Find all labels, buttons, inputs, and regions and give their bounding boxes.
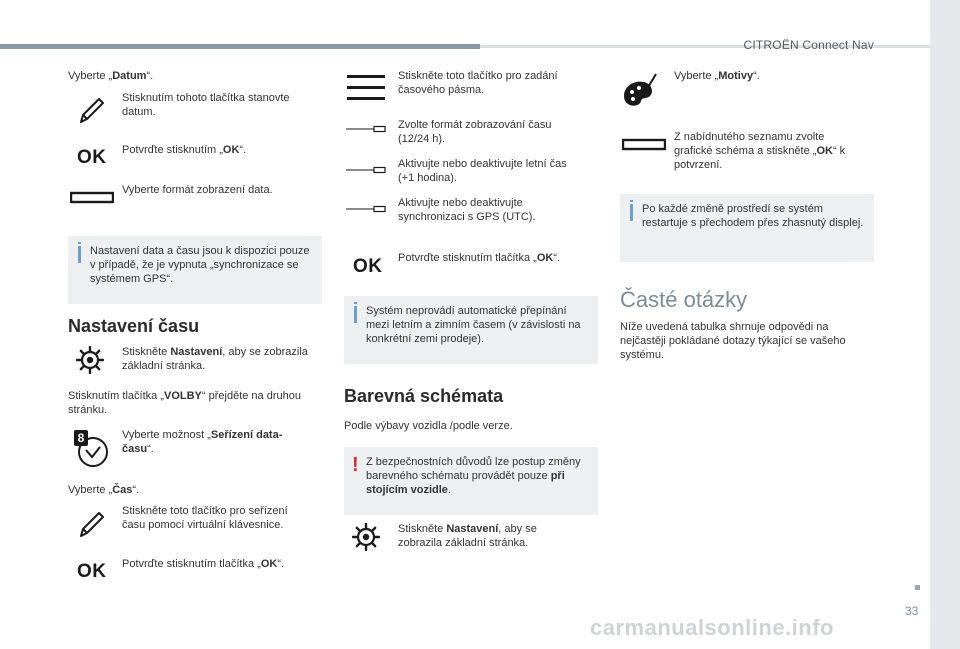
brand-title: CITROËN Connect Nav: [743, 38, 874, 52]
step-timezone: Stiskněte toto tlačítko pro zadání časového pásma.: [398, 70, 558, 96]
step-select-time: Vyberte „Čas“.: [68, 484, 140, 496]
palette-brush-icon: [620, 70, 662, 110]
step-format: Vyberte formát zobrazení data.: [122, 184, 273, 196]
step-time-pencil: Stiskněte toto tlačítko pro seřízení času pomocí virtuální klávesnice.: [122, 505, 288, 531]
step-options: Stisknutím tlačítka „VOLBY“ přejděte na druhou stránku.: [68, 390, 301, 416]
info-text-3: Po každé změně prostředí se systém restartuje s přechodem přes zhasnutý displej.: [642, 203, 864, 229]
info-icon-2: [354, 306, 357, 323]
info-icon: [78, 246, 81, 263]
heading-color-schemes: Barevná schémata: [344, 386, 504, 406]
warning-box: [344, 447, 598, 515]
step-settings: Stiskněte Nastavení, aby se zobrazila základní stránka.: [122, 346, 308, 372]
watermark: carmanualsonline.info: [590, 615, 834, 640]
heading-time-settings: Nastavení času: [68, 316, 200, 336]
by-version-text: Podle výbavy vozidla /podle verze.: [344, 420, 513, 432]
toggle-bar-icon-2: [622, 138, 666, 152]
heading-faq: Časté otázky: [620, 287, 748, 312]
step-ok-3: Potvrďte stisknutím tlačítka „OK“.: [398, 252, 561, 264]
pencil-icon-2: [78, 509, 106, 539]
step-date-pencil: Stisknutím tohoto tlačítka stanovte datum.: [122, 92, 290, 118]
faq-intro: Níže uvedená tabulka shrnuje odpovědi na nejčastěji pokládané dotazy týkající se vašeho systému.: [620, 321, 846, 361]
clock-badge-number: 8: [77, 431, 85, 445]
slider-icon-summer: [346, 166, 386, 174]
step-gps-sync: Aktivujte nebo deaktivujte synchronizaci s GPS (UTC).: [398, 197, 536, 223]
ok-icon-2: OK: [77, 561, 107, 582]
info-box-gps: [68, 236, 322, 304]
step-ok-2: Potvrďte stisknutím tlačítka „OK“.: [122, 558, 285, 570]
page-number: 33: [905, 604, 919, 618]
gear-icon-2: [352, 523, 380, 551]
clock-icon: [72, 428, 110, 468]
menu-icon: [346, 72, 386, 104]
ok-icon: OK: [77, 147, 107, 168]
step-1224: Zvolte formát zobrazování času (12/24 h).: [398, 119, 552, 145]
page-marker: [915, 585, 920, 590]
step-ok-1: Potvrďte stisknutím „OK“.: [122, 144, 247, 156]
warning-text: Z bezpečnostních důvodů lze postup změny barevného schématu provádět pouze při stojícím vozidle.: [366, 456, 581, 496]
step-summer-time: Aktivujte nebo deaktivujte letní čas (+1 hodina).: [398, 158, 567, 184]
warning-icon: !: [352, 454, 359, 476]
info-box-restart: [620, 194, 874, 262]
gear-icon: [76, 346, 104, 374]
ok-icon-3: OK: [353, 256, 383, 277]
step-select-datetime: Vyberte možnost „Seřízení data-času“.: [122, 429, 283, 455]
top-rule: [0, 44, 480, 49]
slider-icon-gps: [346, 205, 386, 213]
slider-icon-1224: [346, 125, 386, 133]
info-box-dst: [344, 296, 598, 364]
step-themes: Vyberte „Motivy“.: [674, 70, 760, 82]
step-settings-2: Stiskněte Nastavení, aby se zobrazila základní stránka.: [398, 523, 537, 549]
side-strip: [930, 0, 960, 649]
info-text-2: Systém neprovádí automatické přepínání mezi letním a zimním časem (v závislosti na konkrétní zemi prodeje).: [366, 305, 581, 345]
step-scheme: Z nabídnutého seznamu zvolte grafické schéma a stiskněte „OK“ k potvrzení.: [674, 131, 846, 171]
select-date-text: Vyberte „Datum“.: [68, 70, 154, 82]
info-text-1: Nastavení data a času jsou k dispozici pouze v případě, že je vypnuta „synchronizace se systémem GPS“.: [90, 245, 310, 285]
toggle-bar-icon: [70, 191, 114, 205]
info-icon-3: [630, 204, 633, 221]
pencil-icon: [78, 95, 106, 125]
